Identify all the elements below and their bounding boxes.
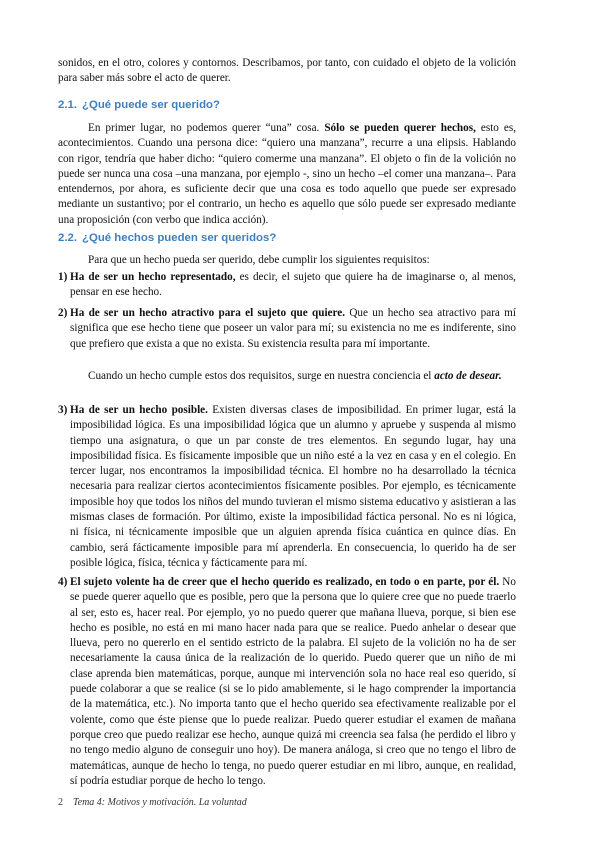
desire-paragraph xyxy=(58,369,516,384)
item-body xyxy=(58,575,516,789)
item-lead: Ha de ser un hecho representado, xyxy=(70,271,236,283)
section-2-2-intro xyxy=(58,253,516,268)
item-marker: 2) xyxy=(58,307,68,319)
paragraph-text xyxy=(58,369,516,384)
section-heading-2-1 xyxy=(58,98,516,113)
footer-title: Tema 4: Motivos y motivación. La voluntad xyxy=(73,797,247,808)
item-marker: 4) xyxy=(58,576,68,588)
item-text: es decir, el sujeto que quiere ha de imaginarse o, al menos, pensar en ese hecho. xyxy=(70,271,516,299)
item-lead: Ha de ser un hecho atractivo para el sujeto que quiere. xyxy=(70,307,346,319)
emphasis-text: Sólo se pueden querer hechos, xyxy=(324,122,476,134)
requirement-item-4 xyxy=(58,575,516,789)
section-title: ¿Qué puede ser querido? xyxy=(82,99,220,111)
section-title: ¿Qué hechos pueden ser queridos? xyxy=(82,232,277,244)
section-number: 2.2. xyxy=(58,232,77,244)
item-body xyxy=(58,306,516,352)
paragraph-text: Para que un hecho pueda ser querido, debe cumplir los siguientes requisitos: xyxy=(88,254,430,266)
section-number: 2.1. xyxy=(58,99,77,111)
item-text: Existen diversas clases de imposibilidad. En primer lugar, está la imposibilidad lógica. Es una imposibilidad lógica que un alumno y apruebe y suspenda al mismo tiempo una asignatura, o que un par conste de tres elementos. En segundo lugar, hay una imposibilidad física. Es físicamente imposible que un niño esté a la vez en casa y en el colegio. En tercer lugar, nos encontramos la imposibilidad técnica. El hombre no ha desarrollado la técnica necesaria para realizar ciertos acontecimientos físicamente posibles. Por ejemplo, es técnicamente imposible hoy que todos los niños del mundo tuvieran el mismo sistema educativo y asistieran a las mismas clases de formación. Por último, existe la imposibilidad fáctica personal. No es ni lógica, ni física, ni técnicamente imposible que un alguien aprenda física cuántica en quince días. En cambio, será fácticamente imposible para mí aprenderla. En consecuencia, lo querido ha de ser posible lógica, física, técnica y fácticamente para mí. xyxy=(70,404,516,569)
requirement-item-2 xyxy=(58,306,516,352)
item-text: No se puede querer aquello que es posible, pero que la persona que lo quiere cree que no puede traerlo al ser, esto es, hacer real. Por ejemplo, yo no puedo querer que mañana llueva, porque, si bien ese hecho es posible, no está en mi mano hacer nada para que se realice. Puedo anhelar o desear que llueva, pero no quererlo en el sentido estricto de la palabra. El sujeto de la volición no ha de ser necesariamente la causa única de la realización de lo querido. Puedo querer que un niño de mi clase aprenda bien matemáticas, porque, aunque mi intervención sola no hace real eso querido, sí puede colaborar a que se realice (si se lo pido amablemente, si le hago comprender la importancia de la matemática, etc.). No importa tanto que el hecho querido sea efectivamente realizable por el volente, como que éste piense que lo puede realizar. Puedo querer estudiar el examen de mañana porque creo que puedo realizar ese hecho, aunque quizá mi creencia sea falsa (he perdido el libro y no tengo medio alguno de conseguir uno hoy). De manera análoga, si creo que no tengo el libro de matemáticas, aunque de hecho lo tenga, no puedo querer estudiar en mi libro, aunque, en realidad, sí podría estudiar porque de hecho lo tengo. xyxy=(70,576,516,787)
emphasis-text: acto de desear. xyxy=(434,370,502,382)
section-2-1-paragraph xyxy=(58,121,516,228)
item-marker: 3) xyxy=(58,404,68,416)
item-marker: 1) xyxy=(58,271,68,283)
item-body xyxy=(58,270,516,301)
item-body xyxy=(58,403,516,571)
text-run: En primer lugar, no podemos querer “una” cosa. xyxy=(88,122,325,134)
requirement-item-3 xyxy=(58,403,516,571)
item-text: Que un hecho sea atractivo para mí significa que ese hecho tiene que poseer un valor para mí; su existencia no me es indiferente, sino que prefiero que exista a que no exista. Su existencia resulta para mí importante. xyxy=(70,307,516,350)
intro-paragraph xyxy=(58,56,516,87)
intro-text: sonidos, en el otro, colores y contornos. Describamos, por tanto, con cuidado el objeto de la volición para saber más sobre el acto de querer. xyxy=(58,57,516,85)
item-lead: El sujeto volente ha de creer que el hecho querido es realizado, en todo o en parte, por él. xyxy=(70,576,500,588)
page-footer xyxy=(58,795,247,810)
text-run: esto es, acontecimientos. Cuando una persona dice: “quiero una manzana”, recurre a una elipsis. Hablando con rigor, tendría que haber dicho: “quiero comerme una manzana”. El objeto o fin de la volición no puede ser nunca una cosa –una manzana, por ejemplo -, sino un hecho –el comer una manzana–. Para entendernos, por ahora, es suficiente decir que una cosa es todo aquello que puede ser expresado mediante un sustantivo; por el contrario, un hecho es aquello que sólo puede ser expresado mediante una proposición (con verbo que indica acción). xyxy=(58,122,516,226)
text-run: Cuando un hecho cumple estos dos requisitos, surge en nuestra conciencia el xyxy=(88,370,435,382)
section-heading-2-2 xyxy=(58,231,516,246)
page-number: 2 xyxy=(58,797,63,808)
item-lead: Ha de ser un hecho posible. xyxy=(70,404,208,416)
requirement-item-1 xyxy=(58,270,516,301)
paragraph-text xyxy=(58,121,516,228)
